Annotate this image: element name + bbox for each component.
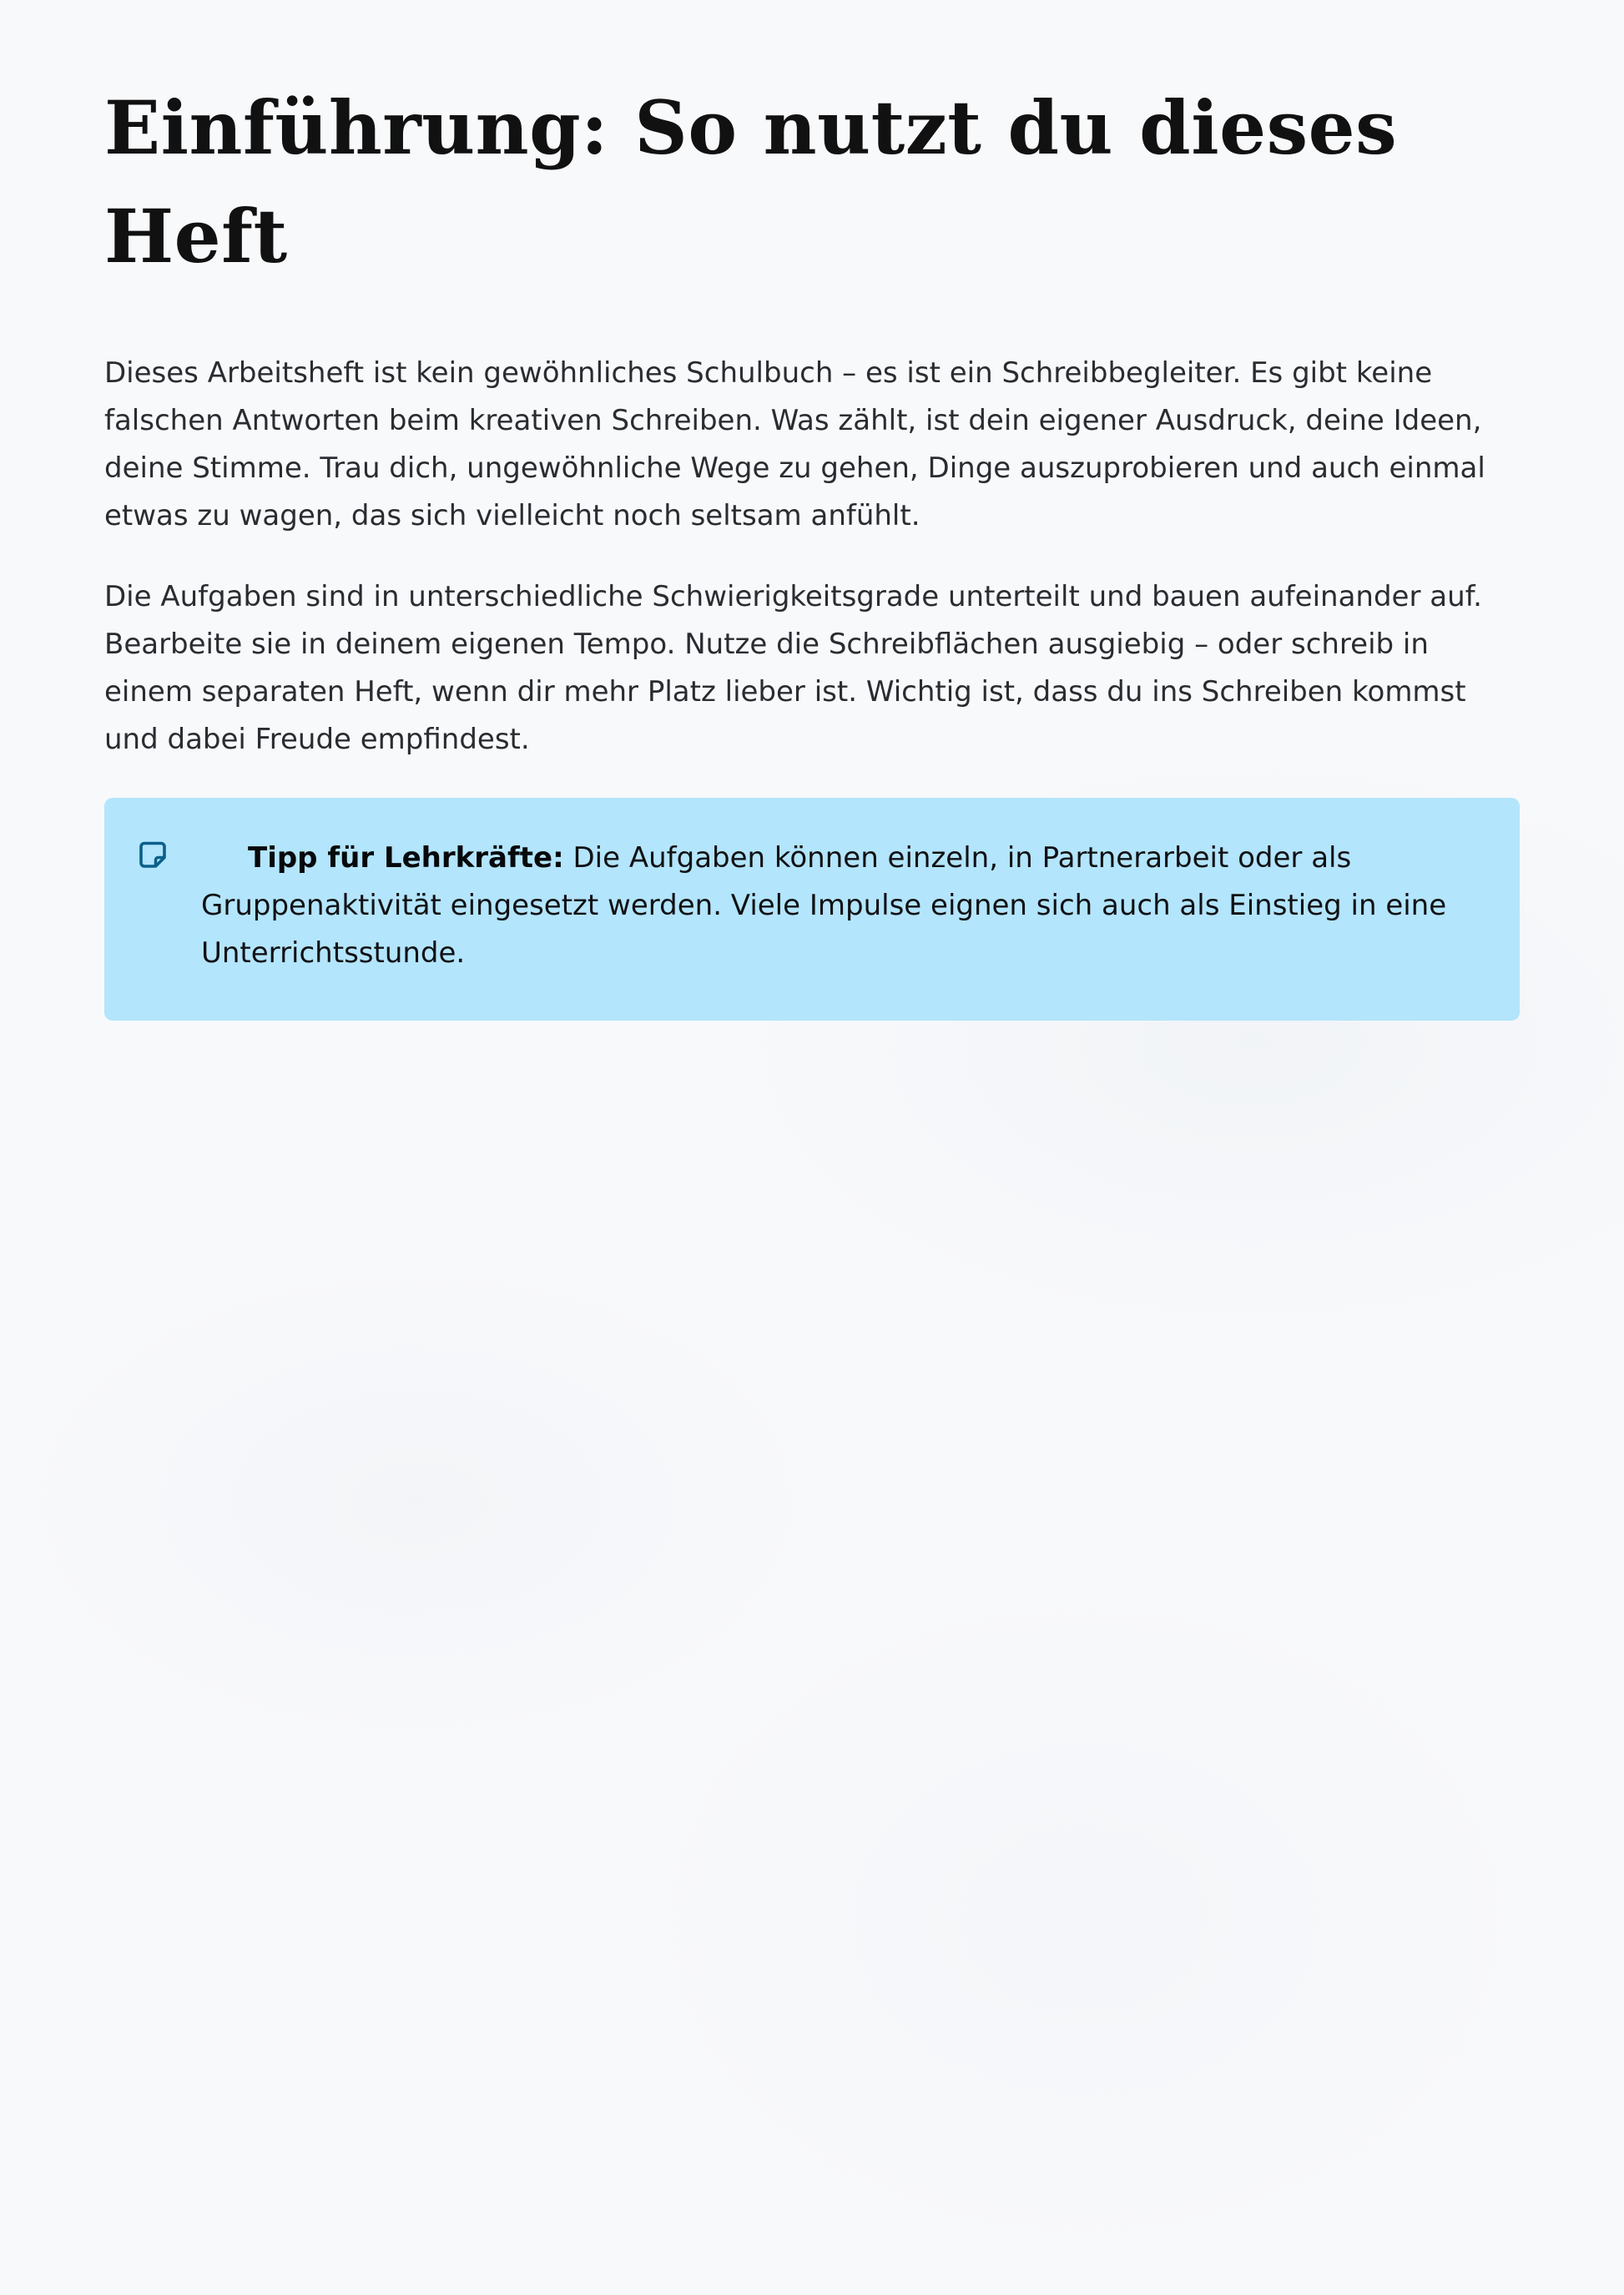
intro-paragraph: Dieses Arbeitsheft ist kein gewöhnliches Schulbuch – es ist ein Schreibbegleiter. Es gibt keine falschen Antworten beim kreativen Schreiben. Was zählt, ist dein eigener Ausdruck, deine Ideen, deine Stimme. Trau dich, ungewöhnliche Wege zu gehen, Dinge auszuprobieren und auch einmal etwas zu wagen, das sich vielleicht noch seltsam anfühlt. [104,356,1485,532]
tip-paragraph [201,835,1486,977]
tip-body: Die Aufgaben können einzeln, in Partnerarbeit oder als Gruppenaktivität eingesetzt werden. Viele Impulse eignen sich auch als Einstieg in eine Unterrichtsstunde. [201,841,1447,970]
page-title: Einführung: So nutzt du dieses Heft [104,84,1398,280]
tip-label: Tipp für Lehrkräfte: [248,841,564,875]
teacher-tip-box [104,798,1520,1021]
note-icon [138,840,168,870]
document-page [104,73,1520,1021]
instructions-paragraph: Die Aufgaben sind in unterschiedliche Schwierigkeitsgrade unterteilt und bauen aufeinander auf. Bearbeite sie in deinem eigenen Tempo. Nutze die Schreibflächen ausgiebig – oder schreib in einem separaten Heft, wenn dir mehr Platz lieber ist. Wichtig ist, dass du ins Schreiben kommst und dabei Freude empfindest. [104,580,1482,756]
